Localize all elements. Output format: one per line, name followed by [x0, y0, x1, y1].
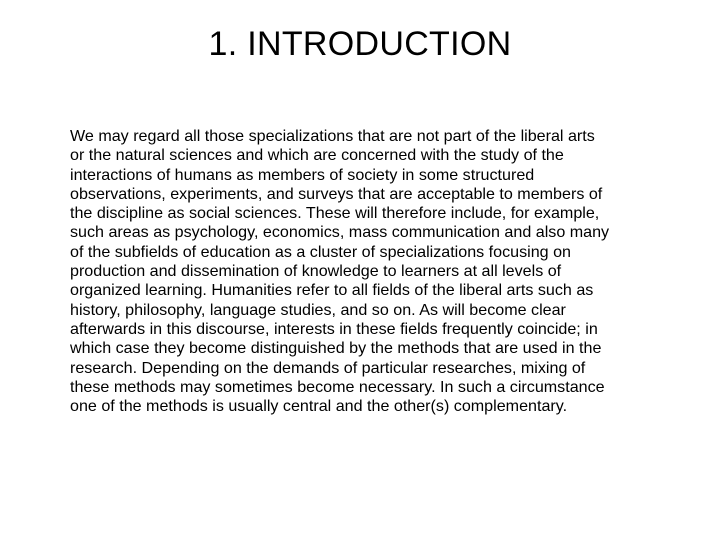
- paragraph-line: interactions of humans as members of society in some structured: [70, 165, 535, 184]
- paragraph-line: one of the methods is usually central and the other(s) complementary.: [70, 397, 568, 416]
- paragraph-line: history, philosophy, language studies, and so on. As will become clear: [70, 300, 566, 319]
- slide-title: 1. INTRODUCTION: [208, 25, 512, 63]
- paragraph-line: production and dissemination of knowledge to learners at all levels of: [70, 262, 562, 281]
- paragraph-line: We may regard all those specializations that are not part of the liberal arts: [70, 127, 595, 145]
- paragraph-line: observations, experiments, and surveys that are acceptable to members of: [70, 184, 603, 203]
- paragraph-line: such areas as psychology, economics, mass communication and also many: [70, 223, 610, 242]
- paragraph-line: research. Depending on the demands of particular researches, mixing of: [70, 358, 586, 377]
- paragraph-line: which case they become distinguished by the methods that are used in the: [70, 339, 602, 358]
- paragraph-line: or the natural sciences and which are concerned with the study of the: [70, 146, 564, 165]
- paragraph-line: these methods may sometimes become necessary. In such a circumstance: [70, 377, 605, 396]
- paragraph-line: the discipline as social sciences. These will therefore include, for example,: [70, 204, 600, 223]
- paragraph-line: of the subfields of education as a cluster of specializations focusing on: [70, 242, 571, 261]
- paragraph-line: afterwards in this discourse, interests in these fields frequently coincide; in: [70, 319, 598, 338]
- body-paragraph: [70, 127, 682, 416]
- paragraph-line: organized learning. Humanities refer to all fields of the liberal arts such as: [70, 281, 594, 300]
